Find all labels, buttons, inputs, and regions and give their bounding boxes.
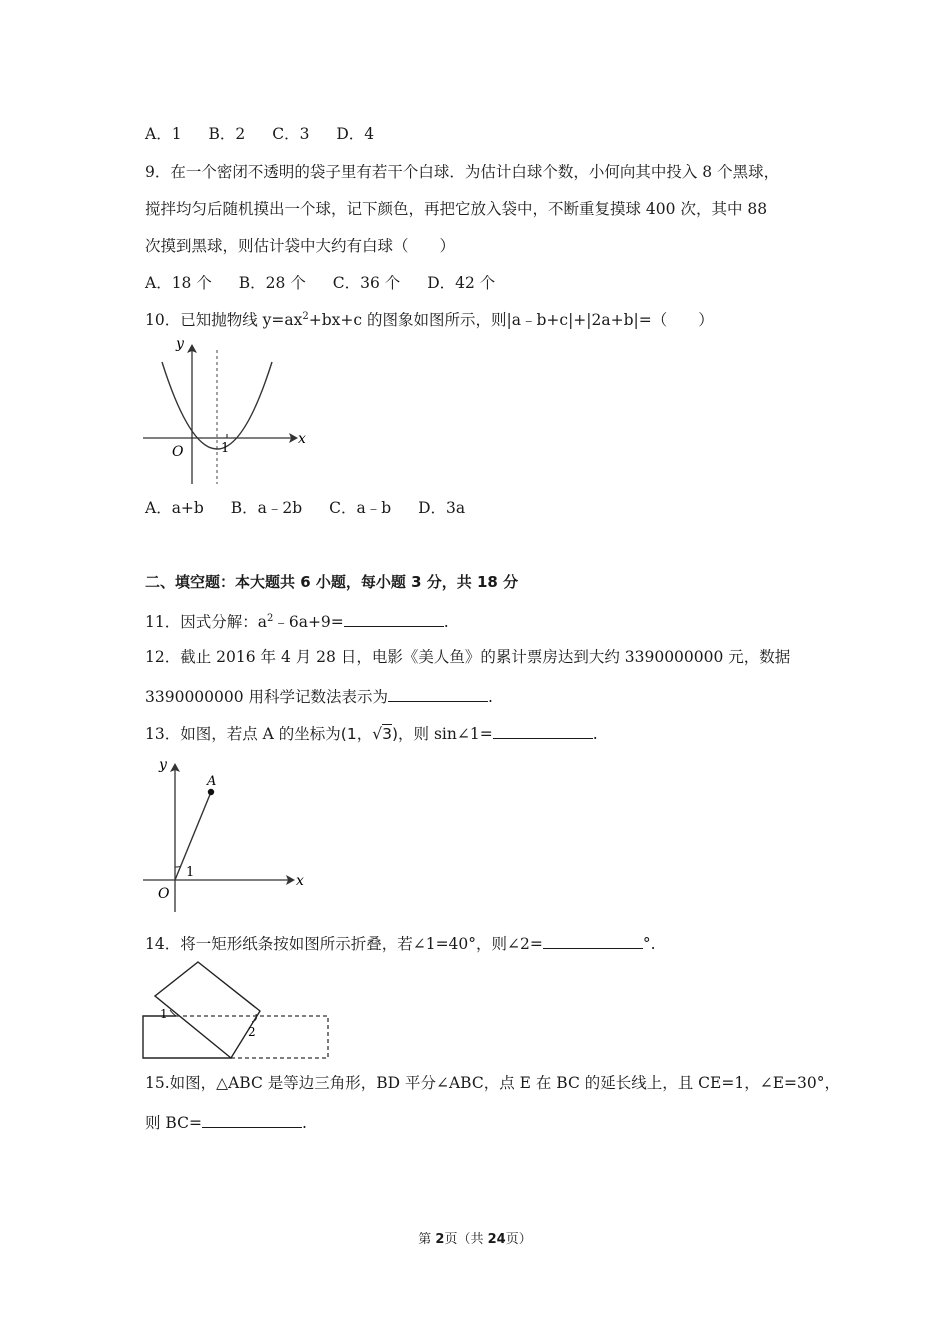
q15-end: . — [301, 1114, 307, 1132]
q15-line1: 15.如图，△ABC 是等边三角形，BD 平分∠ABC，点 E 在 BC 的延长线上，且 CE=1，∠E=30°， — [145, 1074, 840, 1092]
q11-suffix: ﹣6a+9= — [273, 613, 344, 631]
q12-line2-text: 3390000000 用科学记数法表示为 — [145, 688, 389, 706]
q9-option-d: D．42 个 — [427, 274, 496, 292]
q8-option-d: D．4 — [336, 125, 375, 143]
q14-folded-strip-figure — [140, 958, 335, 1063]
q9-option-b: B．28 个 — [238, 274, 306, 292]
q14-prefix: 14．将一矩形纸条按如图所示折叠，若∠1=40°，则∠2= — [145, 935, 543, 953]
q8-option-c: C．3 — [272, 125, 310, 143]
q12-line1: 12．截止 2016 年 4 月 28 日，电影《美人鱼》的累计票房达到大约 3390000000 元，数据 — [145, 648, 791, 666]
q11-prefix: 11．因式分解：a — [145, 613, 267, 631]
q14-end: °. — [642, 935, 656, 953]
q8-options — [145, 124, 396, 144]
q11-end: . — [443, 613, 449, 631]
q13-y-label: y — [159, 757, 167, 773]
footer-mid: 页（共 — [444, 1232, 488, 1247]
q9-option-a: A．18 个 — [145, 274, 212, 292]
q10-suffix: +bx+c 的图象如图所示，则|a﹣b+c|+|2a+b|=（ ） — [308, 311, 714, 329]
footer-post: 页） — [505, 1232, 532, 1247]
q13-sqrt-symbol: √ — [372, 725, 383, 743]
q13-answer-blank[interactable] — [493, 722, 593, 739]
q13-coord-close: ) — [391, 725, 399, 743]
q14-angle-one-label: 1 — [160, 1007, 168, 1021]
q13-question — [145, 722, 598, 744]
q12-answer-blank[interactable] — [388, 685, 488, 702]
q11-question — [145, 610, 449, 632]
q10-option-b: B．a﹣2b — [230, 499, 303, 517]
q10-sup: 2 — [302, 311, 309, 322]
q8-option-a: A．1 — [145, 125, 182, 143]
q9-option-c: C．36 个 — [332, 274, 401, 292]
q10-option-d: D．3a — [418, 499, 466, 517]
q10-origin-label: O — [172, 444, 184, 460]
q12-end: . — [488, 688, 493, 706]
footer-page-number: 2 — [435, 1232, 445, 1247]
q13-suffix: ，则 sin∠1= — [398, 725, 493, 743]
section-2-heading: 二、填空题：本大题共 6 小题，每小题 3 分，共 18 分 — [145, 573, 519, 591]
q10-question — [145, 310, 714, 330]
q9-line1: 9．在一个密闭不透明的袋子里有若干个白球．为估计白球个数，小何向其中投入 8 个黑球， — [145, 163, 780, 181]
q8-option-b: B．2 — [208, 125, 246, 143]
footer-pre: 第 — [418, 1232, 436, 1247]
q10-prefix: 10．已知抛物线 y=ax — [145, 311, 303, 329]
q13-coord-root: 3 — [382, 725, 392, 743]
q14-angle-two-label: 2 — [248, 1025, 256, 1039]
q13-point-a-label: A — [207, 774, 217, 789]
q10-option-a: A．a+b — [145, 499, 204, 517]
q14-question — [145, 932, 656, 954]
q11-sup: 2 — [266, 613, 274, 624]
q13-origin-label: O — [158, 886, 170, 902]
q14-answer-blank[interactable] — [543, 932, 643, 949]
q13-end: . — [592, 725, 598, 743]
q12-line2 — [145, 685, 493, 707]
page-footer — [0, 1228, 950, 1247]
q13-point-figure — [140, 755, 315, 915]
q9-line3: 次摸到黑球，则估计袋中大约有白球（ ） — [145, 237, 456, 255]
q15-answer-blank[interactable] — [202, 1111, 302, 1128]
q10-x-label: x — [298, 431, 306, 447]
q9-line2: 搅拌均匀后随机摸出一个球，记下颜色，再把它放入袋中，不断重复摸球 400 次，其中 88 — [145, 200, 768, 218]
q13-angle-one-label: 1 — [186, 865, 195, 880]
q13-prefix: 13．如图，若点 A 的坐标为 — [145, 725, 341, 743]
q10-option-c: C．a﹣b — [329, 499, 392, 517]
q11-answer-blank[interactable] — [344, 610, 444, 627]
q10-one-label: 1 — [221, 441, 230, 456]
footer-total-pages: 24 — [487, 1232, 506, 1247]
q15-line2-text: 则 BC= — [145, 1114, 202, 1132]
q9-options — [145, 273, 517, 293]
q13-coord-open: (1， — [340, 725, 373, 743]
q10-parabola-figure — [140, 336, 310, 486]
q10-y-label: y — [176, 336, 184, 352]
q15-line2 — [145, 1111, 307, 1133]
q10-options — [145, 498, 487, 518]
q13-x-label: x — [296, 873, 304, 889]
q13-coordinate — [341, 724, 398, 743]
